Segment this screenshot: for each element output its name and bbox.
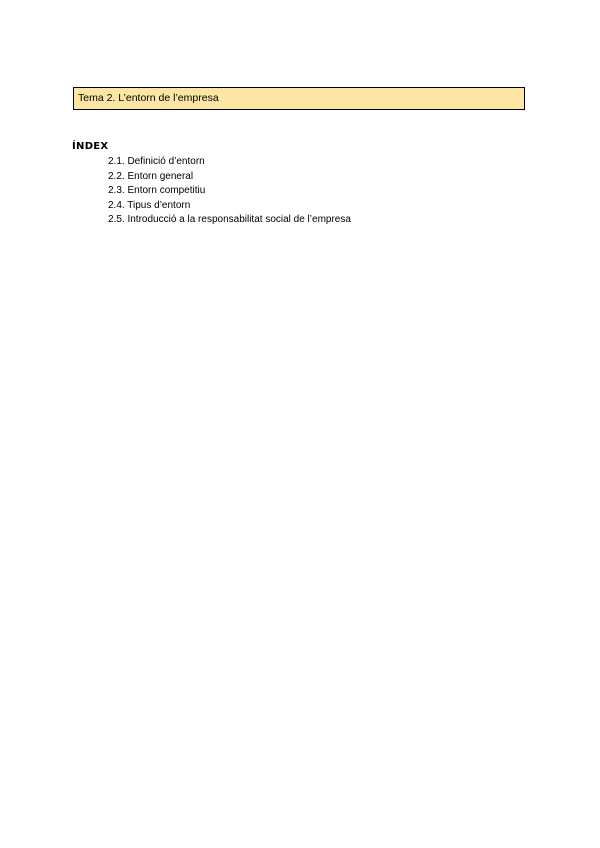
index-item: 2.1. Definició d’entorn — [108, 156, 205, 167]
chapter-title-box — [73, 87, 525, 110]
index-item: 2.5. Introducció a la responsabilitat social de l’empresa — [108, 214, 351, 226]
index-item: 2.3. Entorn competitiu — [108, 185, 206, 197]
index-heading: ÍNDEX — [72, 141, 109, 152]
index-item: 2.4. Tipus d’entorn — [108, 199, 191, 211]
index-list — [108, 155, 351, 228]
chapter-title: Tema 2. L’entorn de l’empresa — [78, 92, 219, 104]
index-item: 2.2. Entorn general — [108, 170, 194, 182]
